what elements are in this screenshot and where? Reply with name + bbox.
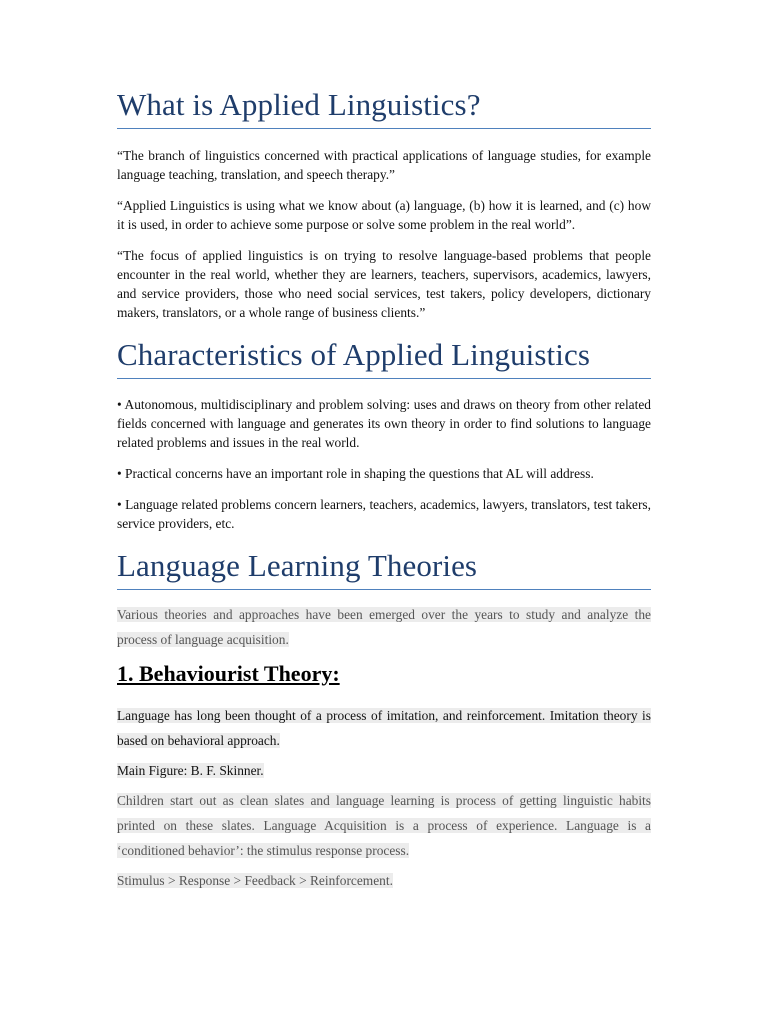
stimulus-chain-text: Stimulus > Response > Feedback > Reinforcement. [117,873,393,888]
stimulus-chain [117,868,651,893]
clean-slates-paragraph [117,788,651,863]
bullet-practical-concerns: • Practical concerns have an important role in shaping the questions that AL will address. [117,466,594,481]
main-figure [117,758,651,783]
quote-definition-2: “Applied Linguistics is using what we know about (a) language, (b) how it is learned, and (c) how it is used, in order to achieve some purpose or solve some problem in the real world”. [117,198,651,232]
behaviourist-paragraph [117,703,651,753]
clean-slates-paragraph-text: Children start out as clean slates and language learning is process of getting linguistic habits printed on these slates. Language Acquisition is a process of experience. Language is a ‘conditioned behavior’: the stimulus response process. [117,793,651,858]
heading-language-learning-theories: Language Learning Theories [117,547,651,590]
heading-what-is-applied-linguistics: What is Applied Linguistics? [117,86,651,129]
theories-intro [117,602,651,652]
bullet-autonomous: • Autonomous, multidisciplinary and problem solving: uses and draws on theory from other related fields concerned with language and generates its own theory in order to find solutions to language related problems and issues in the real world. [117,397,651,450]
quote-definition-1: “The branch of linguistics concerned with practical applications of language studies, for example language teaching, translation, and speech therapy.” [117,148,651,182]
bullet-language-problems: • Language related problems concern learners, teachers, academics, lawyers, translators, test takers, service providers, etc. [117,497,651,531]
behaviourist-paragraph-text: Language has long been thought of a process of imitation, and reinforcement. Imitation theory is based on behavioral approach. [117,708,651,748]
heading-characteristics: Characteristics of Applied Linguistics [117,336,651,379]
document-page [117,86,651,893]
theories-intro-text: Various theories and approaches have been emerged over the years to study and analyze the process of language acquisition. [117,607,651,647]
quote-definition-3: “The focus of applied linguistics is on trying to resolve language-based problems that people encounter in the real world, whether they are learners, teachers, supervisors, academics, lawyers, and service providers, those who need social services, test takers, policy developers, dictionary makers, translators, or a whole range of business clients.” [117,248,651,320]
main-figure-text: Main Figure: B. F. Skinner. [117,763,264,778]
heading-behaviourist-theory: 1. Behaviourist Theory: [117,661,340,686]
